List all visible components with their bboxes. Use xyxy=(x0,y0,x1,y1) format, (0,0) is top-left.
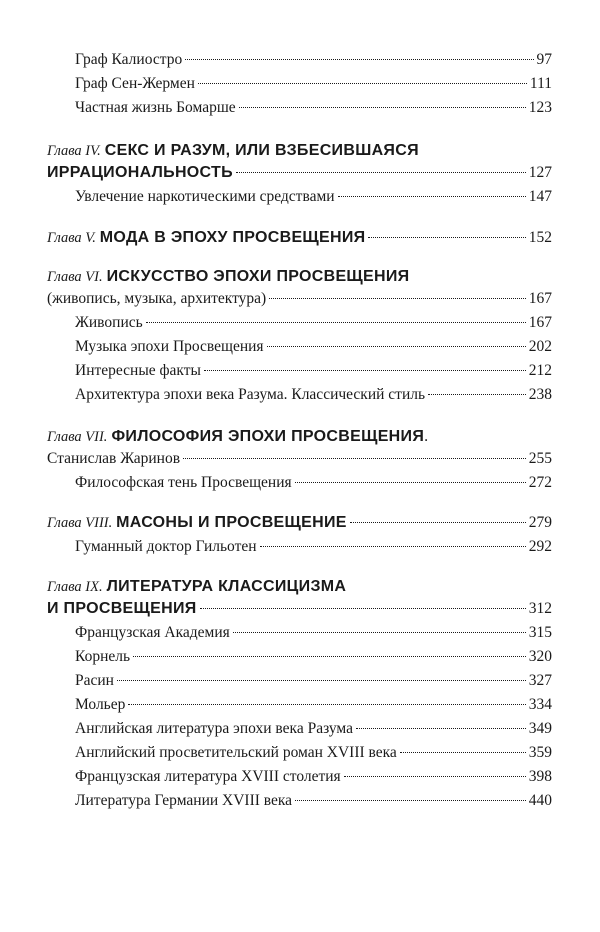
chapter-title-continued: И ПРОСВЕЩЕНИЯ xyxy=(47,600,197,617)
entry-page: 315 xyxy=(528,624,552,641)
dot-leader xyxy=(133,656,526,657)
entry-page: 123 xyxy=(528,99,552,116)
chapter-title: СЕКС И РАЗУМ, ИЛИ ВЗБЕСИВШАЯСЯ xyxy=(104,142,419,159)
entry-title: Архитектура эпохи века Разума. Классический стиль xyxy=(75,386,426,403)
chapter-9-heading xyxy=(47,576,346,598)
chapter-title: ФИЛОСОФИЯ ЭПОХИ ПРОСВЕЩЕНИЯ xyxy=(111,428,425,445)
chapter-author: Станислав Жаринов xyxy=(47,450,181,467)
dot-leader xyxy=(344,776,526,777)
entry-title: Корнель xyxy=(75,648,131,665)
chapter-title: ИСКУССТВО ЭПОХИ ПРОСВЕЩЕНИЯ xyxy=(106,268,410,285)
chapter-page: 312 xyxy=(528,600,552,617)
chapter-prefix: Глава VIII. xyxy=(47,515,113,531)
entry-page: 292 xyxy=(528,538,552,555)
entry-title: Английский просветительский роман XVIII века xyxy=(75,744,397,761)
toc-entry xyxy=(75,767,552,787)
chapter-page: 255 xyxy=(528,450,552,467)
dot-leader xyxy=(267,346,526,347)
chapter-6-heading xyxy=(47,266,409,288)
entry-title: Граф Калиостро xyxy=(75,51,183,68)
dot-leader xyxy=(185,59,533,60)
dot-leader xyxy=(198,83,527,84)
chapter-4-heading xyxy=(47,140,419,162)
entry-page: 398 xyxy=(528,768,552,785)
dot-leader xyxy=(260,546,526,547)
toc-entry xyxy=(75,537,552,557)
chapter-7-heading xyxy=(47,426,428,448)
toc-entry xyxy=(75,623,552,643)
entry-page: 147 xyxy=(528,188,552,205)
dot-leader xyxy=(204,370,526,371)
dot-leader xyxy=(295,800,526,801)
entry-title: Французская литература XVIII столетия xyxy=(75,768,341,785)
dot-leader xyxy=(428,394,526,395)
chapter-title: МОДА В ЭПОХУ ПРОСВЕЩЕНИЯ xyxy=(99,229,366,246)
chapter-title-period: . xyxy=(424,428,429,445)
toc-entry xyxy=(75,98,552,118)
chapter-8-entry xyxy=(47,513,552,533)
chapter-prefix: Глава IX. xyxy=(47,579,103,595)
dot-leader xyxy=(183,458,526,459)
chapter-page: 152 xyxy=(528,229,552,246)
dot-leader xyxy=(368,237,525,238)
entry-page: 272 xyxy=(528,474,552,491)
toc-entry xyxy=(75,791,552,811)
entry-page: 327 xyxy=(528,672,552,689)
entry-page: 167 xyxy=(528,314,552,331)
entry-title: Английская литература эпохи века Разума xyxy=(75,720,353,737)
entry-title: Музыка эпохи Просвещения xyxy=(75,338,264,355)
dot-leader xyxy=(200,608,526,609)
chapter-page: 167 xyxy=(528,290,552,307)
toc-entry xyxy=(75,671,552,691)
dot-leader xyxy=(236,172,526,173)
dot-leader xyxy=(233,632,526,633)
dot-leader xyxy=(269,298,526,299)
entry-page: 320 xyxy=(528,648,552,665)
dot-leader xyxy=(356,728,526,729)
chapter-7-entry xyxy=(47,449,552,469)
dot-leader xyxy=(338,196,526,197)
entry-title: Философская тень Просвещения xyxy=(75,474,292,491)
chapter-subtitle: (живопись, музыка, архитектура) xyxy=(47,290,267,307)
toc-entry xyxy=(75,647,552,667)
toc-entry xyxy=(75,385,552,405)
chapter-title: ЛИТЕРАТУРА КЛАССИЦИЗМА xyxy=(106,578,347,595)
entry-title: Интересные факты xyxy=(75,362,201,379)
chapter-6-entry xyxy=(47,289,552,309)
toc-entry xyxy=(75,743,552,763)
dot-leader xyxy=(146,322,526,323)
entry-title: Гуманный доктор Гильотен xyxy=(75,538,257,555)
dot-leader xyxy=(295,482,526,483)
entry-title: Увлечение наркотическими средствами xyxy=(75,188,335,205)
chapter-title: МАСОНЫ И ПРОСВЕЩЕНИЕ xyxy=(116,514,347,531)
chapter-9-entry xyxy=(47,599,552,619)
entry-page: 440 xyxy=(528,792,552,809)
chapter-page: 279 xyxy=(528,514,552,531)
toc-entry xyxy=(75,337,552,357)
entry-page: 349 xyxy=(528,720,552,737)
chapter-page: 127 xyxy=(528,164,552,181)
chapter-title-continued: ИРРАЦИОНАЛЬНОСТЬ xyxy=(47,164,233,181)
dot-leader xyxy=(350,522,526,523)
toc-entry xyxy=(75,473,552,493)
toc-entry xyxy=(75,719,552,739)
dot-leader xyxy=(400,752,526,753)
dot-leader xyxy=(239,107,526,108)
entry-title: Частная жизнь Бомарше xyxy=(75,99,236,116)
dot-leader xyxy=(128,704,525,705)
entry-page: 334 xyxy=(528,696,552,713)
entry-title: Мольер xyxy=(75,696,126,713)
entry-page: 359 xyxy=(528,744,552,761)
entry-page: 202 xyxy=(528,338,552,355)
dot-leader xyxy=(117,680,526,681)
chapter-prefix: Глава IV. xyxy=(47,143,101,159)
toc-entry xyxy=(75,361,552,381)
entry-page: 97 xyxy=(536,51,552,68)
toc-entry xyxy=(75,50,552,70)
toc-entry xyxy=(75,187,552,207)
toc-entry xyxy=(75,313,552,333)
entry-title: Французская Академия xyxy=(75,624,230,641)
chapter-prefix: Глава VII. xyxy=(47,429,108,445)
toc-entry xyxy=(75,695,552,715)
entry-title: Литература Германии XVIII века xyxy=(75,792,293,809)
entry-title: Граф Сен-Жермен xyxy=(75,75,195,92)
toc-entry xyxy=(75,74,552,94)
entry-title: Расин xyxy=(75,672,114,689)
entry-page: 212 xyxy=(528,362,552,379)
chapter-prefix: Глава V. xyxy=(47,230,96,246)
entry-page: 238 xyxy=(528,386,552,403)
chapter-prefix: Глава VI. xyxy=(47,269,103,285)
entry-page: 111 xyxy=(529,75,552,92)
entry-title: Живопись xyxy=(75,314,143,331)
chapter-5-entry xyxy=(47,228,552,248)
chapter-4-entry xyxy=(47,163,552,183)
